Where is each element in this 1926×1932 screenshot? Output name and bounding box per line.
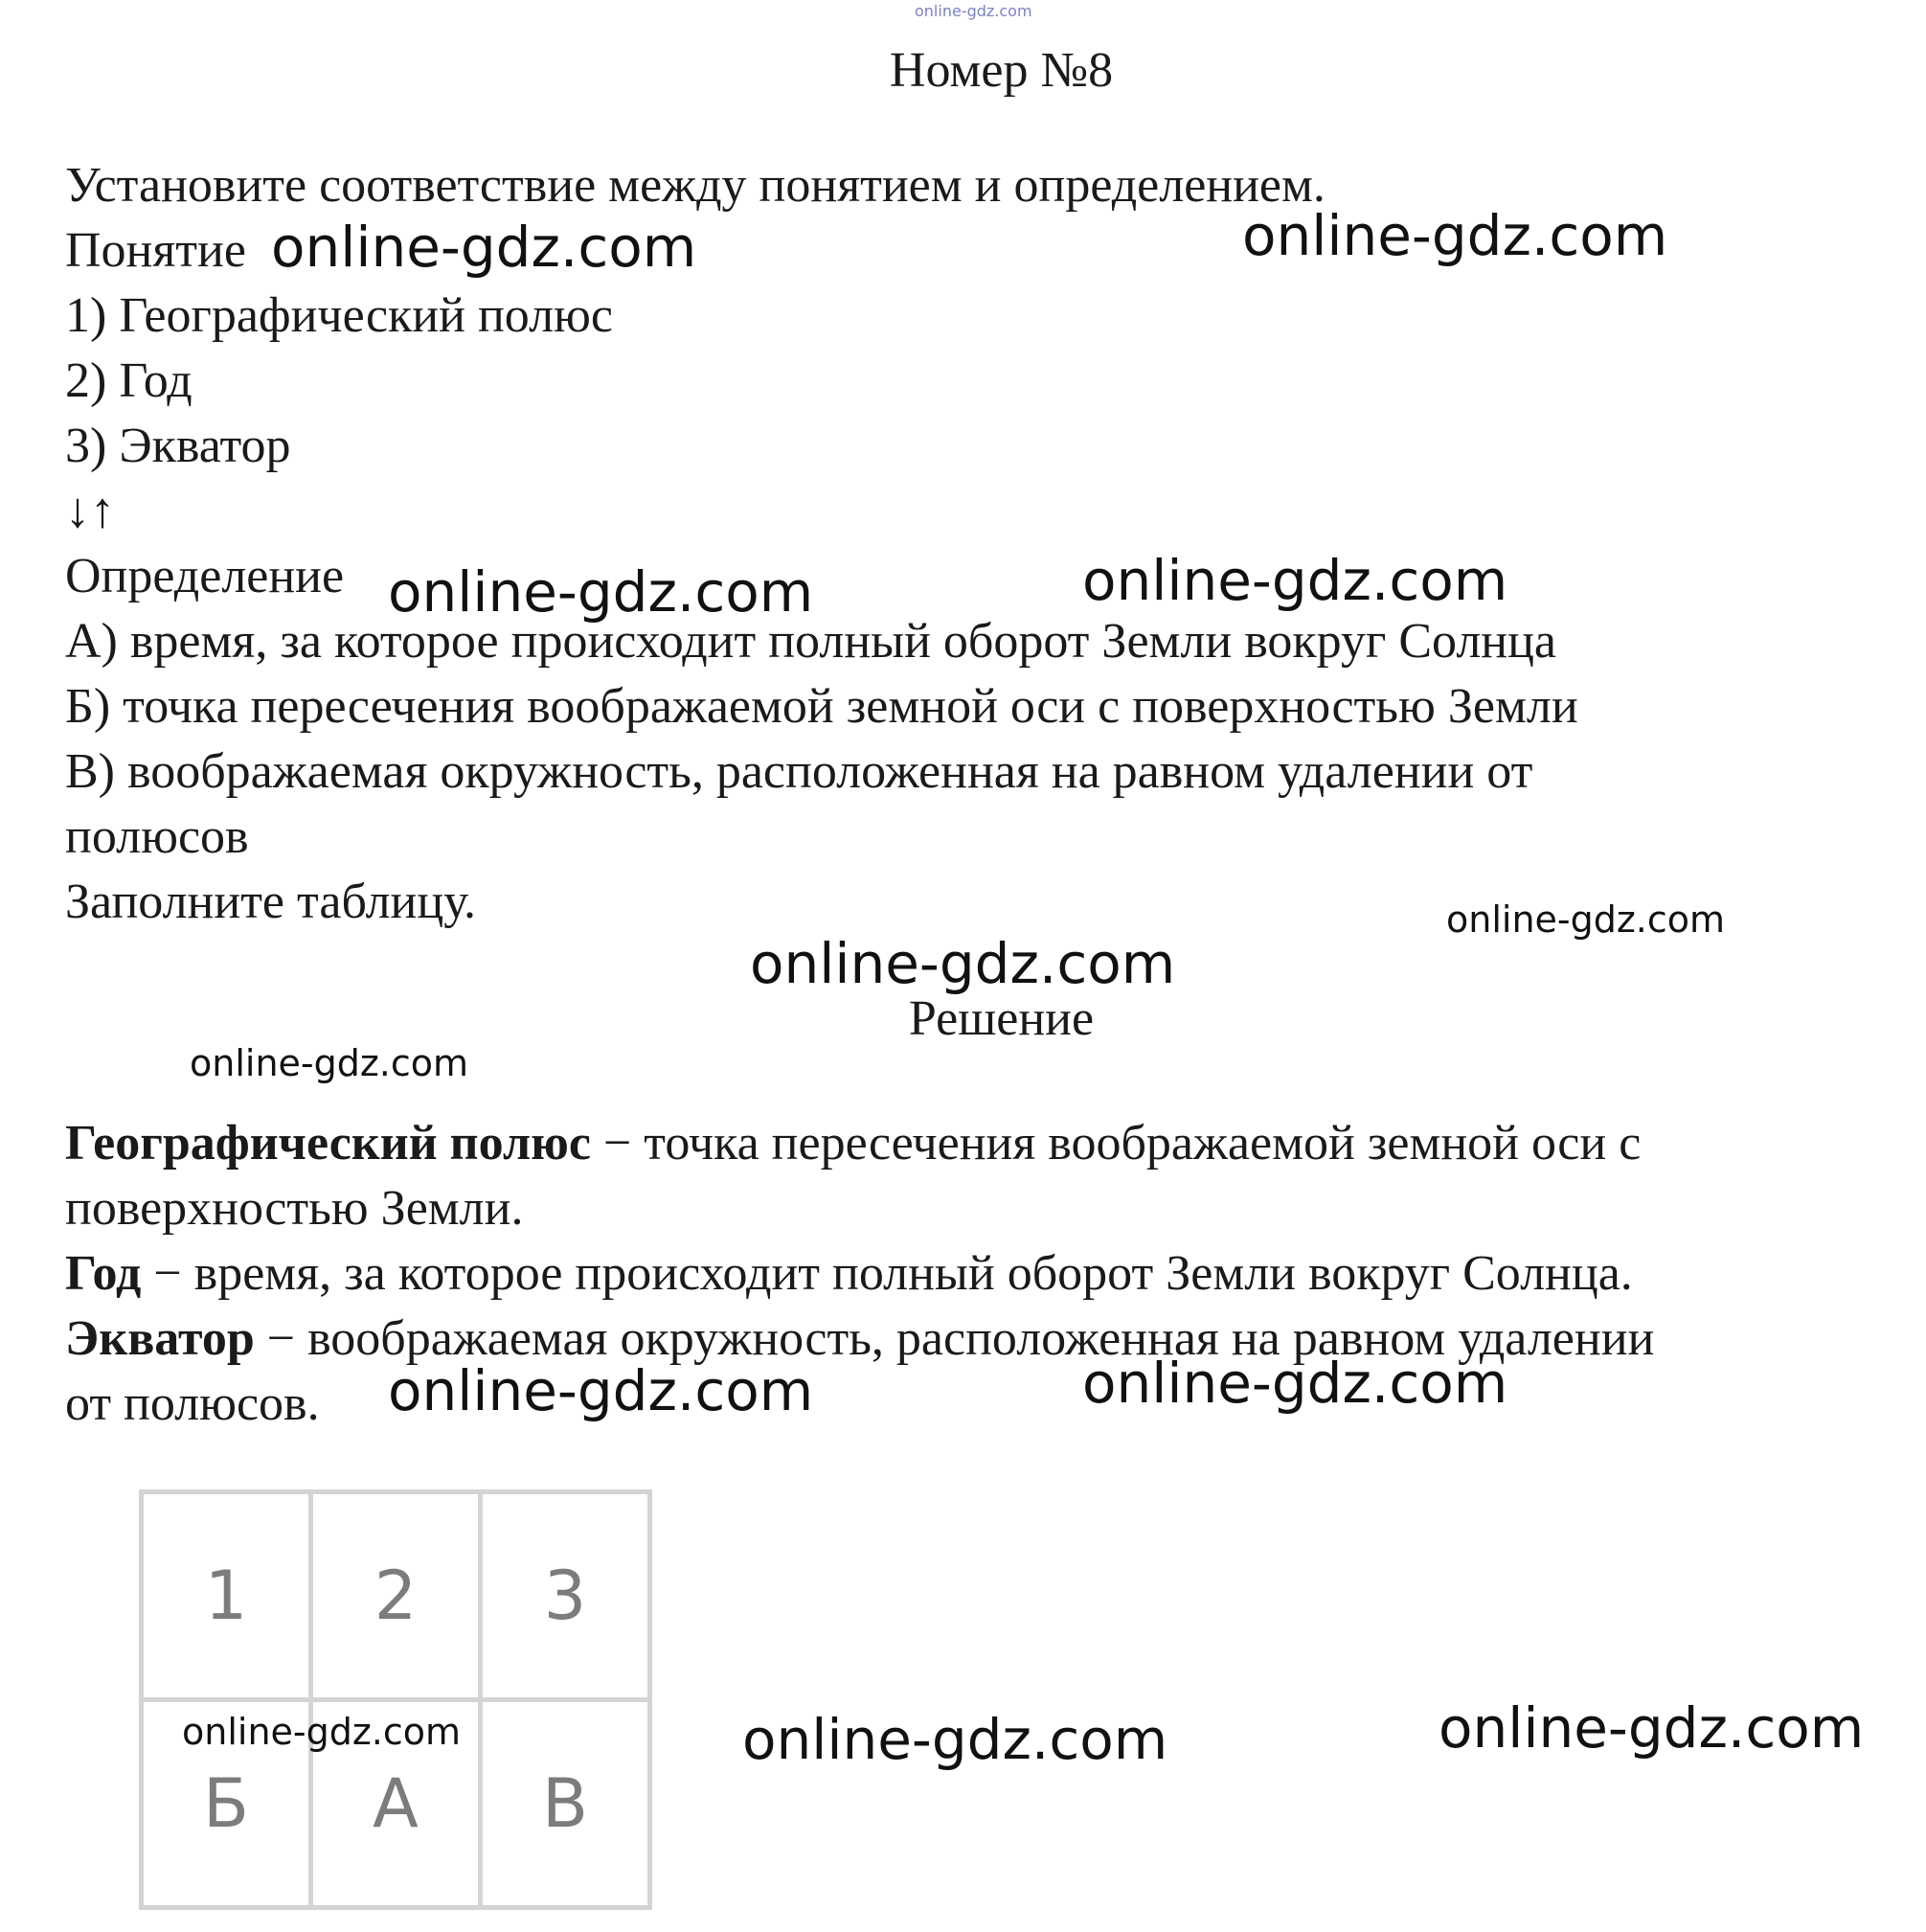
definition-a: А) время, за которое происходит полный оборот Земли вокруг Солнца	[65, 614, 1557, 669]
watermark: online-gdz.com	[388, 1358, 814, 1423]
watermark-top: online-gdz.com	[915, 2, 1032, 20]
watermark: online-gdz.com	[1446, 898, 1726, 941]
definition-c-cont: полюсов	[65, 809, 249, 864]
table-cell-number-2: 2	[311, 1492, 481, 1700]
concept-3: 3) Экватор	[65, 419, 291, 473]
solution-item-year	[65, 1241, 1633, 1307]
definition-c: В) воображаемая окружность, расположенная на равном удалении от	[65, 744, 1533, 799]
def-equator: − воображаемая окружность, расположенная на равном удалении	[254, 1311, 1655, 1366]
answer-table	[139, 1489, 652, 1910]
definition-b: Б) точка пересечения воображаемой земной оси с поверхностью Земли	[65, 679, 1578, 734]
def-year: − время, за которое происходит полный оборот Земли вокруг Солнца.	[141, 1246, 1633, 1301]
concept-heading: Понятие	[65, 223, 246, 278]
watermark: online-gdz.com	[1242, 203, 1668, 268]
solution-item-equator-cont: от полюсов.	[65, 1376, 320, 1431]
task-instruction: Установите соответствие между понятием и определением.	[65, 158, 1326, 213]
concept-2: 2) Год	[65, 353, 193, 408]
solution-item-pole	[65, 1111, 1641, 1176]
definition-heading: Определение	[65, 549, 345, 603]
page-title: Номер №8	[889, 43, 1114, 98]
watermark: online-gdz.com	[190, 1042, 469, 1084]
watermark: online-gdz.com	[1082, 1351, 1508, 1416]
term-pole: Географический полюс	[65, 1116, 591, 1171]
concept-1: 1) Географический полюс	[65, 288, 613, 343]
table-cell-letter-2: А	[311, 1700, 481, 1908]
table-cell-number-1: 1	[142, 1492, 311, 1700]
watermark: online-gdz.com	[388, 559, 814, 625]
table-cell-letter-3: В	[481, 1700, 650, 1908]
def-pole: − точка пересечения воображаемой земной оси с	[590, 1116, 1642, 1171]
table-cell-number-3: 3	[481, 1492, 650, 1700]
watermark: online-gdz.com	[1082, 548, 1508, 613]
arrows: ↓↑	[65, 484, 115, 538]
watermark: online-gdz.com	[742, 1707, 1168, 1772]
solution-title: Решение	[908, 991, 1095, 1046]
term-equator: Экватор	[65, 1311, 255, 1366]
table-row-numbers	[142, 1492, 650, 1700]
fill-table-text: Заполните таблицу.	[65, 875, 476, 929]
table-cell-letter-1: Б	[142, 1700, 311, 1908]
term-year: Год	[65, 1246, 142, 1301]
solution-item-pole-cont: поверхностью Земли.	[65, 1181, 524, 1236]
watermark: online-gdz.com	[271, 215, 697, 280]
watermark: online-gdz.com	[182, 1711, 462, 1753]
watermark: online-gdz.com	[1439, 1695, 1865, 1761]
watermark: online-gdz.com	[750, 931, 1176, 996]
